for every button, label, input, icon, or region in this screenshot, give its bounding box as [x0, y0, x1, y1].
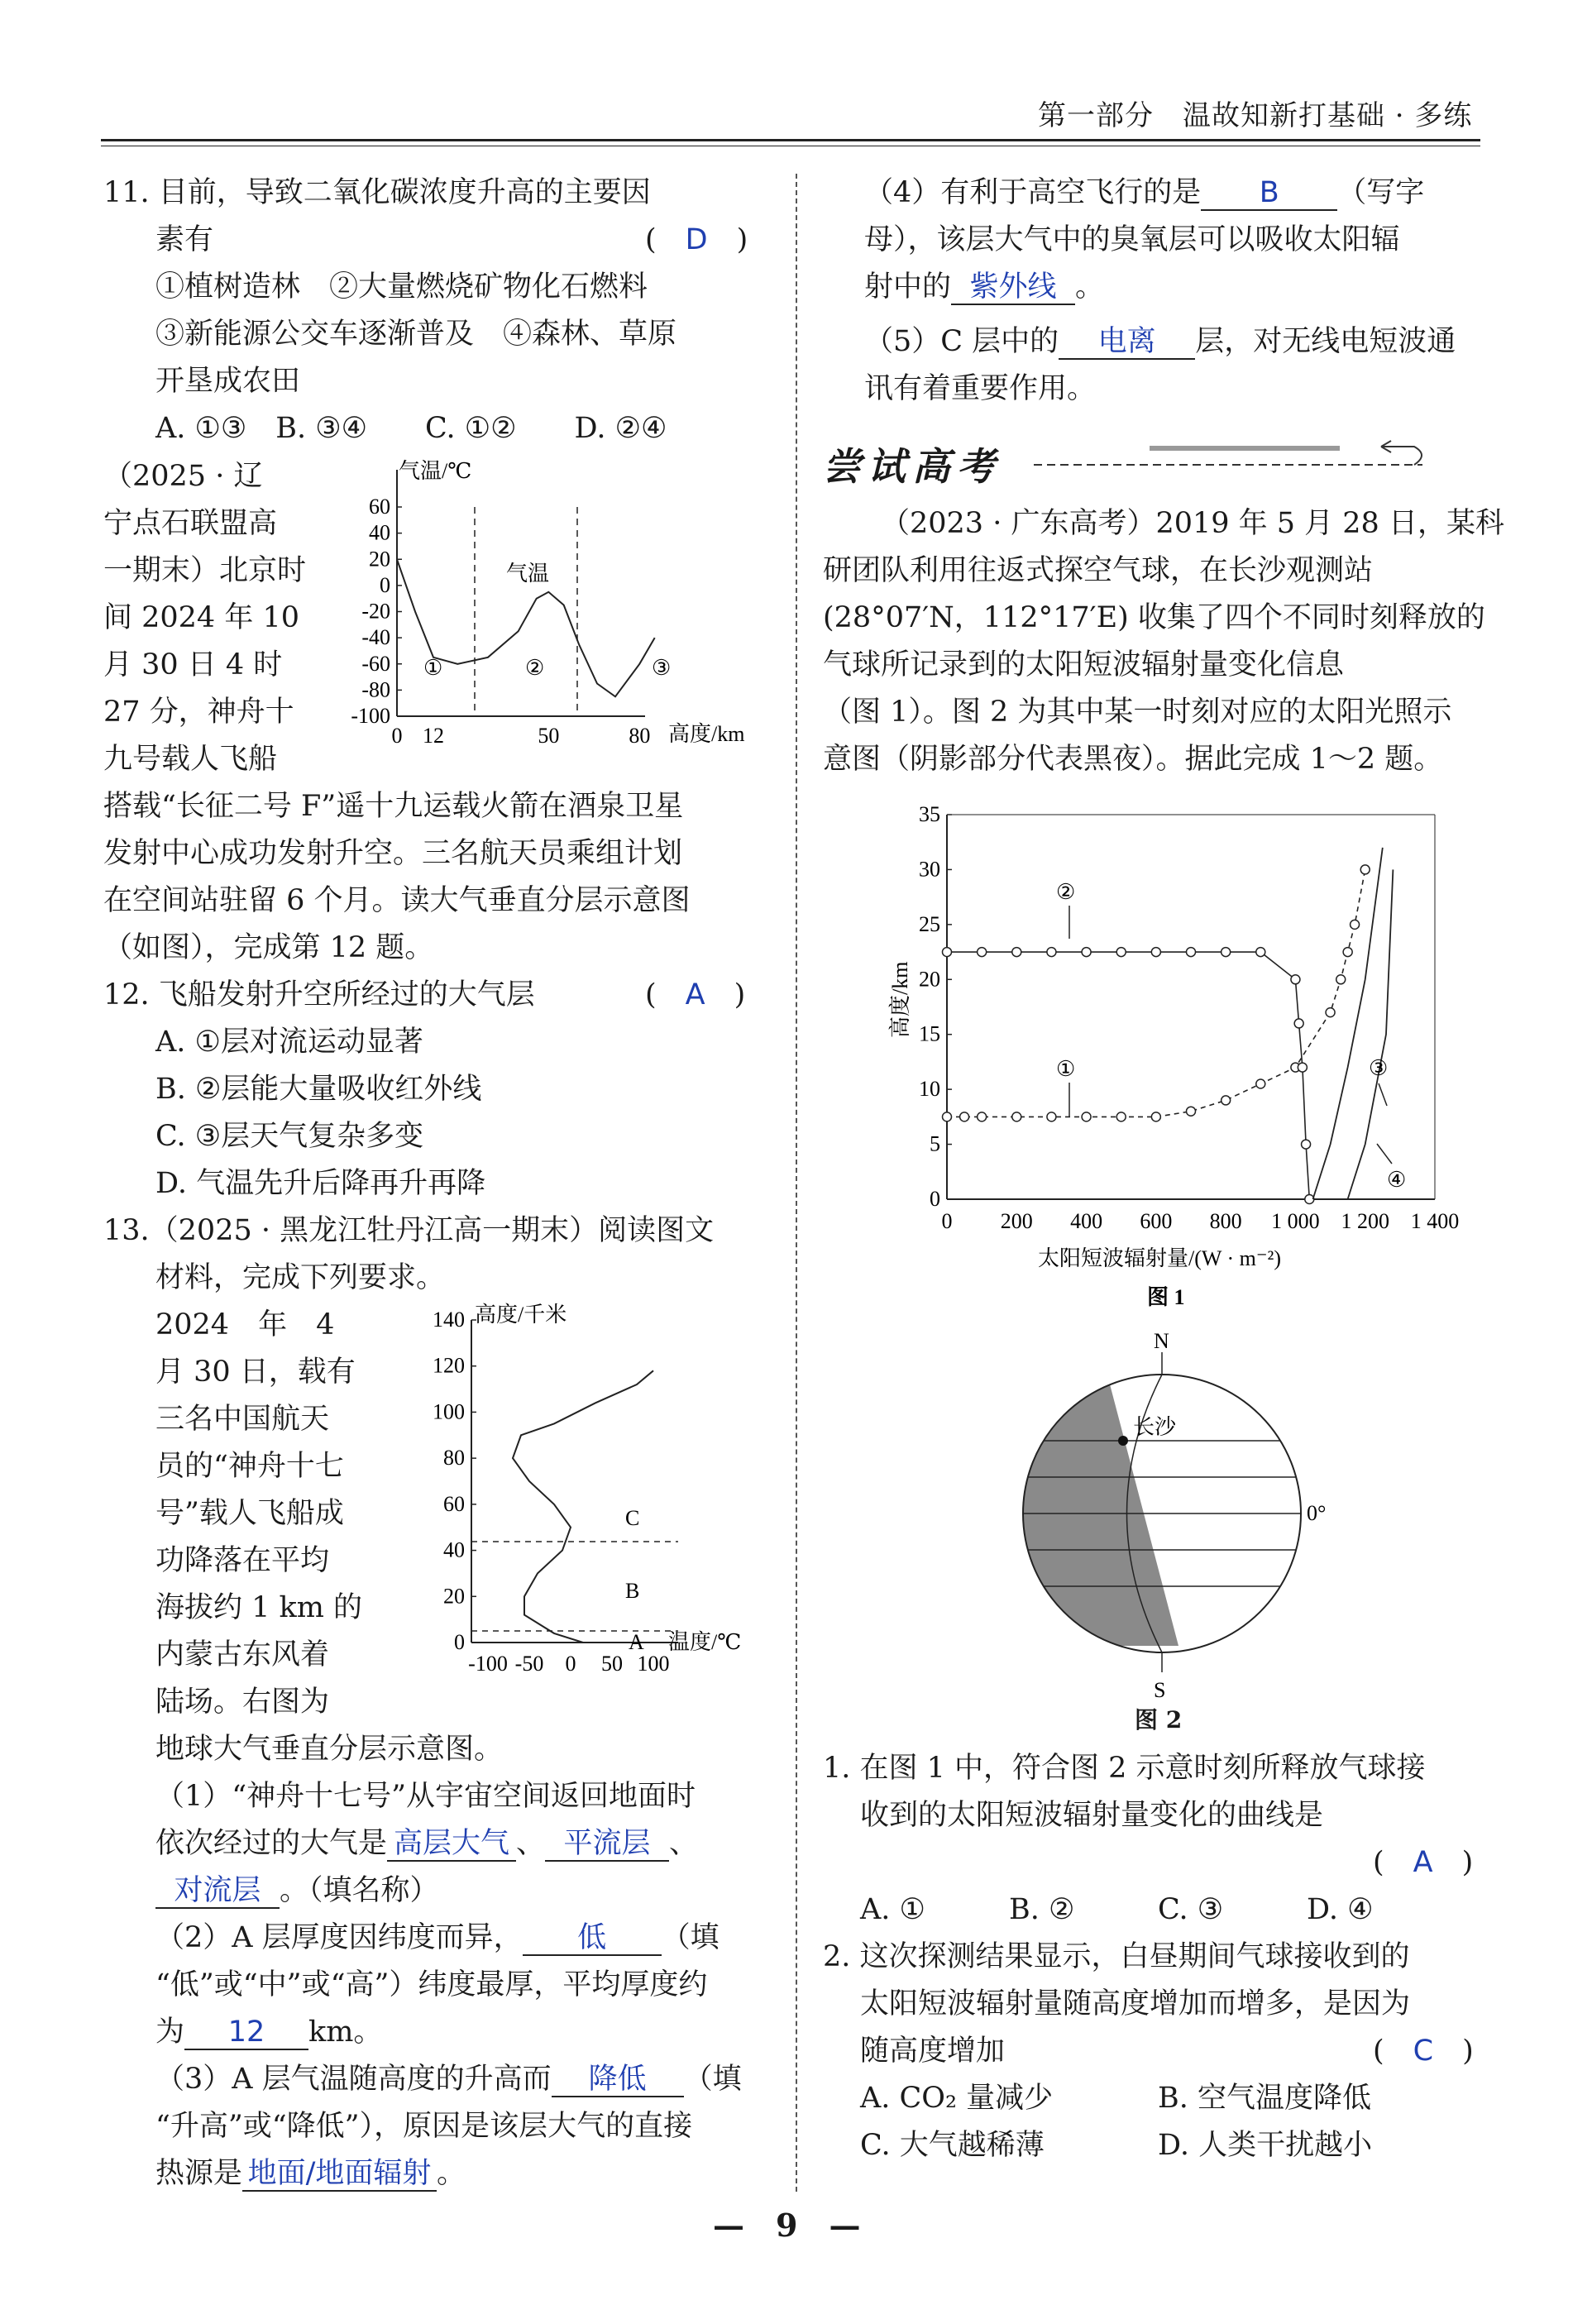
- data-point: [1221, 948, 1231, 957]
- figure-1-caption: 图 1: [1147, 1285, 1185, 1309]
- x-tick-label: 80: [629, 724, 651, 748]
- q13-p3-answer2: 地面/地面辐射: [242, 2157, 437, 2192]
- data-point: [1151, 948, 1160, 957]
- wrap-line: 陆场。右图为: [155, 1686, 330, 1719]
- data-point: [1082, 1112, 1091, 1121]
- intro-line: 搭载“长征二号 F”遥十九运载火箭在酒泉卫星: [103, 790, 684, 823]
- q13-p5-line2: 讯有着重要作用。: [864, 372, 1097, 405]
- q13-p1-prefix: 依次经过的大气是: [155, 1827, 388, 1860]
- column-divider: [796, 174, 797, 2192]
- curve-3-arrow: [1379, 1083, 1387, 1106]
- x-axis-label: 温度/℃: [668, 1630, 742, 1654]
- q12-answer-bracket: ( A ): [645, 978, 746, 1011]
- wrap-line: 海拔约 1 km 的: [155, 1591, 363, 1624]
- q12-intro-wrap: [103, 453, 327, 783]
- q12-stem: 12. 飞船发射升空所经过的大气层: [103, 978, 535, 1011]
- q11-answer-bracket: ( D ): [645, 223, 748, 256]
- q13-p3-line3: [155, 2150, 466, 2197]
- q13-p2-answer1: 低: [523, 1921, 662, 1956]
- data-point: [1343, 948, 1352, 957]
- x-axis-label: 高度/km: [668, 722, 745, 746]
- y-axis-label: 气温/℃: [399, 459, 472, 483]
- q13-p3-suffix: （填: [683, 2063, 742, 2096]
- gk-intro-line: （2023 · 广东高考）2019 年 5 月 28 日，某科: [881, 507, 1504, 540]
- data-point: [1298, 1063, 1307, 1072]
- curve-label: 气温: [506, 562, 550, 586]
- wrap-line: 月 30 日，载有: [155, 1356, 356, 1389]
- intro-line: 一期末）北京时: [103, 554, 307, 587]
- intro-line: 九号载人飞船: [103, 743, 278, 776]
- curve-4-label: ④: [1387, 1168, 1407, 1192]
- data-point: [1047, 1112, 1056, 1121]
- y-tick-label: -40: [361, 625, 390, 650]
- x-tick-label: 600: [1140, 1209, 1173, 1233]
- y-tick-label: -80: [361, 677, 390, 702]
- north-label: N: [1154, 1329, 1169, 1353]
- q13-p3-end: 。: [437, 2157, 466, 2190]
- curve-3-label: ③: [1369, 1056, 1389, 1080]
- gk-q2-option-a: A. CO₂ 量减少: [860, 2082, 1054, 2115]
- layer-a-label: A: [629, 1630, 644, 1654]
- q12-option-a: A. ①层对流运动显著: [155, 1026, 423, 1059]
- gk-q1-option-b: B. ②: [1009, 1893, 1075, 1926]
- q13-p5-line1: [864, 318, 1456, 366]
- south-label: S: [1154, 1678, 1166, 1702]
- gk-intro-line: 研团队利用往返式探空气球，在长沙观测站: [823, 554, 1374, 587]
- changsha-marker-icon: [1118, 1436, 1128, 1446]
- curve-1-label: ①: [1056, 1057, 1076, 1081]
- x-tick-label: 50: [538, 724, 560, 748]
- data-point: [1187, 948, 1196, 957]
- y-tick-label: 35: [919, 802, 940, 826]
- layer-1-label: ①: [423, 656, 443, 680]
- intro-line: （如图），完成第 12 题。: [103, 931, 434, 964]
- y-tick-label: 60: [369, 495, 390, 519]
- q13-p2-answer2: 12: [184, 2016, 308, 2050]
- q13-p4-answer1: B: [1201, 176, 1337, 211]
- series-line: [947, 952, 1309, 1199]
- data-point: [1012, 1112, 1021, 1121]
- wrap-line: 员的“神舟十七: [155, 1450, 344, 1483]
- curve-4-arrow: [1377, 1144, 1392, 1164]
- y-tick-label: 100: [433, 1399, 465, 1424]
- q11-option-line3: 开垦成农田: [155, 365, 301, 398]
- data-point: [1294, 1019, 1303, 1028]
- q13-p4-end: 。: [1075, 270, 1105, 304]
- data-point: [1221, 1096, 1231, 1105]
- data-point: [1116, 948, 1126, 957]
- q11-option-line1: ①植树造林 ②大量燃烧矿物化石燃料: [155, 270, 648, 304]
- q13-p4-answer2: 紫外线: [951, 270, 1075, 305]
- q12-option-d: D. 气温先升后降再升再降: [155, 1167, 486, 1200]
- q13-p4-prefix: （4）有利于高空飞行的是: [864, 176, 1202, 209]
- equator-label: 0°: [1307, 1501, 1327, 1525]
- gaokao-intro: [823, 500, 1504, 783]
- gk-intro-line: 意图（阴影部分代表黑夜）。据此完成 1～2 题。: [823, 743, 1443, 776]
- q11-choices: A. ①③ B. ③④ C. ①② D. ②④: [155, 412, 667, 445]
- y-axis-label: 高度/千米: [475, 1303, 567, 1327]
- y-tick-label: 20: [919, 967, 940, 992]
- wrap-line: 功降落在平均: [155, 1544, 330, 1577]
- gk-intro-line: 气球所记录到的太阳短波辐射量变化信息: [823, 648, 1345, 681]
- q13-p1-line2: 依次经过的大气是 高层大气 、 平流层 、: [155, 1827, 699, 1860]
- gk-q1-line1: 1. 在图 1 中，符合图 2 示意时刻所释放气球接: [823, 1752, 1426, 1785]
- y-tick-label: 40: [443, 1537, 465, 1562]
- q13-p1-line1: （1）“神舟十七号”从宇宙空间返回地面时: [155, 1780, 696, 1813]
- intro-line: 宁点石联盟高: [103, 507, 278, 540]
- data-point: [960, 1112, 969, 1121]
- data-point: [1187, 1107, 1196, 1116]
- x-tick-label: 0: [941, 1209, 953, 1233]
- x-tick-label: 200: [1000, 1209, 1033, 1233]
- wrap-line: 2024 年 4: [155, 1308, 335, 1341]
- q12-answer: A: [685, 978, 705, 1011]
- q12-intro-full: [103, 783, 691, 972]
- temperature-altitude-chart: [331, 453, 761, 759]
- q13-p1-line3: [155, 1867, 439, 1915]
- data-point: [1336, 975, 1346, 984]
- y-tick-label: 0: [454, 1630, 465, 1654]
- q13-p1-answer1: 高层大气: [387, 1827, 516, 1862]
- gk-q1-option-a: A. ①: [860, 1893, 925, 1926]
- gk-q2-line2: 太阳短波辐射量随高度增加而增多，是因为: [860, 1987, 1411, 2020]
- gk-q2-line1: 2. 这次探测结果显示，白昼期间气球接收到的: [823, 1940, 1410, 1973]
- q13-p2-line2: “低”或“中”或“高”）纬度最厚，平均厚度约: [155, 1968, 708, 2001]
- night-region: [976, 1315, 1178, 1646]
- data-point: [1291, 975, 1300, 984]
- gk-intro-line: （图 1）。图 2 为其中某一时刻对应的太阳光照示: [823, 696, 1452, 729]
- data-point: [978, 1112, 987, 1121]
- q13-p1-answer2: 平流层: [545, 1827, 669, 1862]
- y-tick-label: 25: [919, 911, 940, 936]
- x-tick-label: 1 000: [1271, 1209, 1320, 1233]
- data-point: [1302, 1140, 1311, 1149]
- gk-q1-options: [860, 1886, 1456, 1934]
- figure-2-caption: 图 2: [1135, 1706, 1183, 1733]
- data-point: [1351, 920, 1360, 929]
- y-tick-label: 5: [930, 1131, 940, 1156]
- q13-p1-answer3: 对流层: [155, 1874, 280, 1909]
- page-number-value: 9: [776, 2207, 798, 2244]
- gk-q1-line2: 收到的太阳短波辐射量变化的曲线是: [860, 1799, 1324, 1832]
- q13-p4-suffix: （写字: [1337, 176, 1425, 209]
- q11-stem-line1: 11. 目前，导致二氧化碳浓度升高的主要因: [103, 176, 651, 209]
- gk-q1-answer: A: [1413, 1846, 1433, 1879]
- q12-option-c: C. ③层天气复杂多变: [155, 1120, 424, 1153]
- data-point: [1256, 1079, 1265, 1088]
- data-point: [1326, 1008, 1335, 1017]
- q13-p3-line1: [155, 2056, 742, 2103]
- q13-stem-line1: 13.（2025 · 黑龙江牡丹江高一期末）阅读图文: [103, 1214, 715, 1247]
- gk-q1-answer-bracket: ( A ): [1373, 1846, 1474, 1879]
- q13-p5-suffix: 层，对无线电短波通: [1195, 325, 1456, 358]
- x-tick-label: 400: [1070, 1209, 1103, 1233]
- q13-p3-prefix: （3）A 层气温随高度的升高而: [155, 2063, 552, 2096]
- gk-q2-answer-bracket: ( C ): [1373, 2035, 1474, 2068]
- y-tick-label: 20: [443, 1584, 465, 1609]
- y-tick-label: -100: [351, 704, 390, 728]
- intro-line: 发射中心成功发射升空。三名航天员乘组计划: [103, 837, 683, 870]
- q13-stem-line2: 材料，完成下列要求。: [155, 1261, 446, 1294]
- intro-line: 在空间站驻留 6 个月。读大气垂直分层示意图: [103, 884, 691, 917]
- y-tick-label: 20: [369, 547, 390, 571]
- y-tick-label: -20: [361, 599, 390, 624]
- q13-p4-line1: [864, 170, 1424, 217]
- gk-q2-options-row2: [860, 2122, 1456, 2169]
- x-tick-label: 1 200: [1341, 1209, 1389, 1233]
- data-point: [978, 948, 987, 957]
- section-title-decoration: [1025, 430, 1456, 480]
- x-tick-label: 0: [565, 1652, 576, 1676]
- data-point: [1360, 865, 1370, 874]
- q13-p5-answer: 电离: [1059, 325, 1195, 360]
- q13-p2-pre: 为: [155, 2016, 185, 2049]
- gk-q1-option-c: C. ③: [1158, 1893, 1224, 1926]
- layer-2-label: ②: [525, 656, 545, 680]
- data-point: [1305, 1195, 1314, 1204]
- gk-q2-answer: C: [1413, 2035, 1434, 2068]
- x-tick-label: -100: [468, 1652, 508, 1676]
- atmosphere-layers-chart: [405, 1302, 769, 1690]
- y-tick-label: 40: [369, 520, 390, 545]
- header-rule: [101, 139, 1480, 141]
- y-tick-label: 140: [433, 1308, 465, 1332]
- gk-q2-line3: 随高度增加: [860, 2035, 1006, 2068]
- section-title: 尝试高考: [823, 444, 1002, 489]
- radiation-chart: [872, 798, 1468, 1311]
- data-point: [1082, 948, 1091, 957]
- x-tick-label: 100: [637, 1652, 670, 1676]
- data-point: [943, 1112, 952, 1121]
- q13-p2-prefix: （2）A 层厚度因纬度而异，: [155, 1921, 523, 1954]
- layer-c-label: C: [625, 1506, 640, 1530]
- data-point: [1151, 1112, 1160, 1121]
- y-tick-label: 15: [919, 1021, 940, 1046]
- gk-q2-option-b: B. 空气温度降低: [1158, 2082, 1371, 2115]
- q13-p2-unit: km。: [308, 2016, 383, 2049]
- running-header: 第一部分 温故知新打基础 · 多练: [1038, 99, 1473, 132]
- y-tick-label: -60: [361, 651, 390, 676]
- curve-2-label: ②: [1056, 880, 1076, 904]
- q12-options: [155, 1019, 485, 1207]
- wrap-line: 号”载人飞船成: [155, 1497, 344, 1530]
- q13-p2-line3: [155, 2009, 382, 2056]
- y-tick-label: 60: [443, 1491, 465, 1516]
- q13-wrap-text: [155, 1302, 404, 1726]
- q13-p1-tail: 。（填名称）: [280, 1874, 439, 1907]
- data-point: [943, 948, 952, 957]
- y-tick-label: 80: [443, 1446, 465, 1470]
- y-tick-label: 30: [919, 857, 940, 882]
- q13-p2-line1: [155, 1915, 720, 1962]
- page-number: — 9 —: [713, 2207, 861, 2244]
- wrap-line: 三名中国航天: [155, 1403, 330, 1436]
- y-tick-label: 0: [930, 1187, 940, 1211]
- gk-intro-line: (28°07′N，112°17′E) 收集了四个不同时刻释放的: [823, 601, 1485, 634]
- layer-3-label: ③: [652, 656, 672, 680]
- x-tick-label: 1 400: [1410, 1209, 1460, 1233]
- gk-q2-options-row1: [860, 2075, 1456, 2122]
- q13-p5-prefix: （5）C 层中的: [864, 325, 1059, 358]
- x-tick-label: 12: [423, 724, 444, 748]
- y-axis-label: 高度/km: [888, 961, 912, 1038]
- layer-b-label: B: [625, 1579, 640, 1603]
- gk-q1-option-d: D. ④: [1307, 1893, 1374, 1926]
- q13-p3-pre: 热源是: [155, 2157, 243, 2190]
- gk-q2-option-d: D. 人类干扰越小: [1158, 2129, 1373, 2162]
- sunlight-globe-diagram: [976, 1315, 1356, 1729]
- q11-answer: D: [685, 223, 708, 256]
- intro-line: 月 30 日 4 时: [103, 648, 283, 681]
- q13-wrap-tail: 地球大气垂直分层示意图。: [155, 1733, 504, 1766]
- q13-p4-line3: [864, 264, 1104, 311]
- y-tick-label: 120: [433, 1353, 465, 1378]
- y-tick-label: 10: [919, 1077, 940, 1102]
- data-point: [1012, 948, 1021, 957]
- wrap-line: 内蒙古东风着: [155, 1638, 330, 1671]
- q12-option-b: B. ②层能大量吸收红外线: [155, 1073, 482, 1106]
- intro-line: 间 2024 年 10: [103, 601, 299, 634]
- q13-p2-suffix: （填: [661, 1921, 720, 1954]
- x-axis-label: 太阳短波辐射量/(W · m⁻²): [1038, 1246, 1282, 1270]
- q13-p4-pre: 射中的: [864, 270, 952, 304]
- intro-line: 27 分，神舟十: [103, 696, 294, 729]
- data-point: [1116, 1112, 1126, 1121]
- q11-option-line2: ③新能源公交车逐渐普及 ④森林、草原: [155, 318, 677, 351]
- x-tick-label: 800: [1209, 1209, 1242, 1233]
- x-tick-label: 50: [601, 1652, 623, 1676]
- q11-stem-line2: 素有: [155, 223, 214, 256]
- x-tick-label: 0: [391, 724, 403, 748]
- city-label: 长沙: [1133, 1415, 1177, 1439]
- gk-q2-option-c: C. 大气越稀薄: [860, 2129, 1045, 2162]
- y-tick-label: 0: [380, 572, 390, 597]
- intro-line: （2025 · 辽: [103, 460, 263, 493]
- data-point: [1256, 948, 1265, 957]
- x-tick-label: -50: [514, 1652, 544, 1676]
- q13-p3-line2: “升高”或“降低”），原因是该层大气的直接: [155, 2110, 693, 2143]
- data-point: [1047, 948, 1056, 957]
- q13-p3-answer1: 降低: [552, 2063, 684, 2097]
- q13-p4-line2: 母），该层大气中的臭氧层可以吸收太阳辐: [864, 223, 1400, 256]
